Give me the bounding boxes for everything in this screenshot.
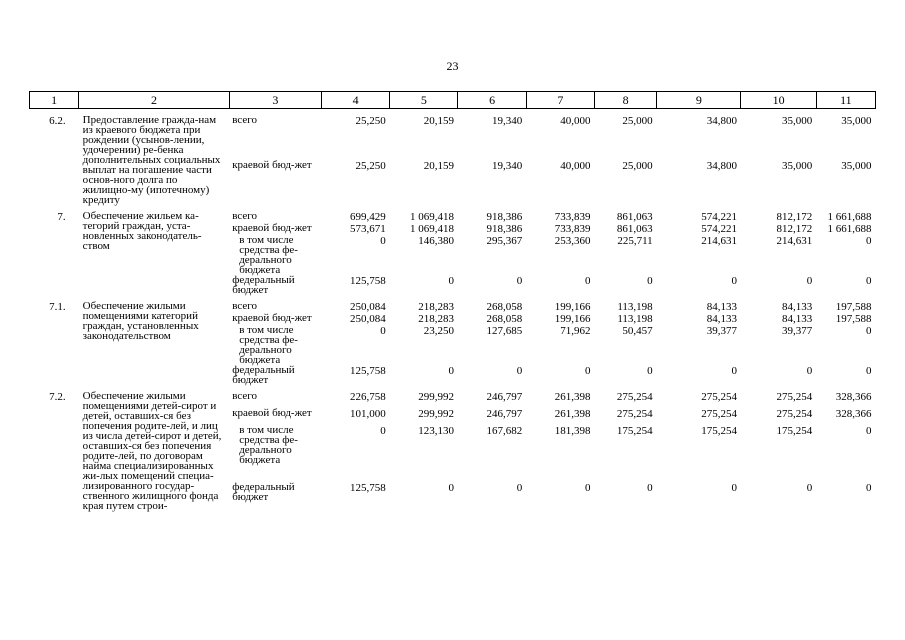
value-cell: 573,671 <box>350 223 386 235</box>
value-cell: 39,377 <box>781 325 813 337</box>
value-cell: 275,254 <box>616 391 653 403</box>
value-cell: 197,588 <box>835 313 872 325</box>
value-cell: 0 <box>731 365 737 377</box>
value-cell: 275,254 <box>776 408 813 421</box>
section-name: Обеспечение жилыми помещениями детей-сирот и детей, оставших-ся без попечения родите-лей, и лиц из числа детей-сирот и детей, оставших-ся без попечения родите-лей, по договорам найма специализированных жи-лых помещений специа-лизированного государ-ственного жилищного фонда края путем строи- <box>82 390 222 512</box>
value-cell: 40,000 <box>560 160 591 172</box>
funding-source: краевой бюд-жет <box>232 407 312 420</box>
value-cell: 1 661,688 <box>827 223 872 235</box>
value-cell: 733,839 <box>554 211 591 223</box>
value-cell: 197,588 <box>835 301 872 313</box>
value-cell: 84,133 <box>781 313 813 325</box>
value-cell: 125,758 <box>350 275 386 287</box>
value-cell: 34,800 <box>706 160 737 172</box>
value-cell: 250,084 <box>350 301 386 313</box>
value-cell: 0 <box>731 275 737 287</box>
value-cell: 175,254 <box>776 425 813 438</box>
value-cell: 275,254 <box>776 391 813 403</box>
section-name: Обеспечение жильем ка-тегорий граждан, уста-новленных законодатель-ством <box>82 210 202 252</box>
value-cell: 0 <box>866 482 872 495</box>
value-cell: 0 <box>647 365 653 377</box>
value-cell: 275,254 <box>701 391 737 403</box>
value-cell: 19,340 <box>491 160 523 172</box>
value-cell: 214,631 <box>701 235 737 247</box>
value-cell: 299,992 <box>418 408 454 421</box>
value-cell: 125,758 <box>350 482 386 495</box>
value-cell: 0 <box>866 275 872 287</box>
value-cell: 0 <box>806 365 813 377</box>
value-cell: 25,250 <box>355 160 386 172</box>
value-cell: 175,254 <box>616 425 653 438</box>
value-cell: 918,386 <box>486 223 523 235</box>
value-cell: 218,283 <box>418 301 454 313</box>
value-cell: 181,398 <box>554 425 591 438</box>
value-cell: 113,198 <box>617 301 653 313</box>
funding-source: всего <box>232 114 257 126</box>
value-cell: 574,221 <box>701 223 737 235</box>
column-header: 2 <box>79 92 230 109</box>
table-row <box>30 115 876 160</box>
column-header: 8 <box>594 92 656 109</box>
value-cell: 0 <box>380 325 386 337</box>
value-cell: 175,254 <box>701 425 737 438</box>
value-cell: 0 <box>516 275 523 287</box>
value-cell: 84,133 <box>706 301 737 313</box>
value-cell: 146,380 <box>418 235 454 247</box>
value-cell: 25,000 <box>622 115 653 127</box>
value-cell: 113,198 <box>617 313 653 325</box>
value-cell: 0 <box>647 482 653 495</box>
value-cell: 50,457 <box>622 325 653 337</box>
funding-source: в том числе средства фе-дерального бюджета <box>239 424 298 467</box>
column-header: 1 <box>30 92 79 109</box>
section-name: Предоставление гражда-нам из краевого бюджета при рождении (усынов-лении, удочерении) ре-бенка дополнительных социальных выплат на погашение части основ-ного долга по жилищно-му (ипотечному) кредиту <box>82 114 221 206</box>
value-cell: 812,172 <box>776 223 813 235</box>
table-row <box>30 301 876 313</box>
value-cell: 0 <box>380 235 386 247</box>
value-cell: 275,254 <box>616 408 653 421</box>
value-cell: 733,839 <box>554 223 591 235</box>
section-number: 7.1. <box>49 301 66 313</box>
value-cell: 34,800 <box>706 115 737 127</box>
value-cell: 40,000 <box>560 115 591 127</box>
value-cell: 35,000 <box>781 115 813 127</box>
funding-source: федеральный бюджет <box>232 481 295 504</box>
value-cell: 20,159 <box>423 160 454 172</box>
value-cell: 699,429 <box>350 211 386 223</box>
value-cell: 214,631 <box>776 235 813 247</box>
page-number: 23 <box>446 59 459 73</box>
value-cell: 25,000 <box>622 160 653 172</box>
column-header: 11 <box>816 92 875 109</box>
column-header: 4 <box>322 92 390 109</box>
value-cell: 199,166 <box>554 313 591 325</box>
value-cell: 268,058 <box>486 301 523 313</box>
table-body <box>30 109 876 512</box>
value-cell: 23,250 <box>423 325 454 337</box>
value-cell: 35,000 <box>841 115 872 127</box>
value-cell: 0 <box>584 365 591 377</box>
value-cell: 268,058 <box>486 313 523 325</box>
funding-source: краевой бюд-жет <box>232 222 312 234</box>
value-cell: 246,797 <box>486 391 523 403</box>
section-number: 7. <box>57 211 66 223</box>
value-cell: 574,221 <box>701 211 737 223</box>
value-cell: 261,398 <box>554 391 591 403</box>
value-cell: 127,685 <box>486 325 523 337</box>
funding-source: краевой бюд-жет <box>232 312 312 324</box>
column-header: 7 <box>526 92 594 109</box>
value-cell: 35,000 <box>781 160 813 172</box>
column-header: 3 <box>229 92 321 109</box>
funding-source: федеральный бюджет <box>232 274 295 296</box>
value-cell: 0 <box>647 275 653 287</box>
value-cell: 246,797 <box>486 408 523 421</box>
value-cell: 0 <box>448 365 454 377</box>
value-cell: 35,000 <box>841 160 872 172</box>
value-cell: 1 069,418 <box>409 211 454 223</box>
value-cell: 199,166 <box>554 301 591 313</box>
value-cell: 0 <box>584 482 591 495</box>
funding-source: федеральный бюджет <box>232 364 295 386</box>
value-cell: 1 069,418 <box>409 223 454 235</box>
value-cell: 812,172 <box>776 211 813 223</box>
value-cell: 218,283 <box>418 313 454 325</box>
value-cell: 226,758 <box>350 391 386 403</box>
value-cell: 299,992 <box>418 391 454 403</box>
value-cell: 861,063 <box>616 223 653 235</box>
value-cell: 101,000 <box>350 408 386 421</box>
value-cell: 0 <box>866 425 872 438</box>
value-cell: 0 <box>516 482 523 495</box>
value-cell: 84,133 <box>706 313 737 325</box>
value-cell: 84,133 <box>781 301 813 313</box>
value-cell: 39,377 <box>706 325 737 337</box>
value-cell: 918,386 <box>486 211 523 223</box>
value-cell: 1 661,688 <box>827 211 872 223</box>
value-cell: 0 <box>448 275 454 287</box>
table-header-row <box>30 92 876 109</box>
value-cell: 253,360 <box>554 235 591 247</box>
column-header: 10 <box>741 92 816 109</box>
table-row <box>30 391 876 408</box>
table-row <box>30 211 876 223</box>
section-number: 6.2. <box>49 115 66 127</box>
funding-source: в том числе средства фе-дерального бюджета <box>239 234 298 276</box>
value-cell: 328,366 <box>835 408 872 421</box>
funding-source: всего <box>232 210 257 222</box>
funding-source: всего <box>232 300 257 312</box>
section-number: 7.2. <box>49 391 66 403</box>
section-name: Обеспечение жилыми помещениями категорий граждан, установленных законодательством <box>82 300 199 342</box>
value-cell: 25,250 <box>355 115 386 127</box>
value-cell: 20,159 <box>423 115 454 127</box>
funding-source: в том числе средства фе-дерального бюджета <box>239 324 298 366</box>
value-cell: 125,758 <box>350 365 386 377</box>
value-cell: 225,711 <box>617 235 653 247</box>
value-cell: 0 <box>516 365 523 377</box>
column-header: 9 <box>657 92 741 109</box>
value-cell: 123,130 <box>418 425 454 438</box>
value-cell: 861,063 <box>616 211 653 223</box>
funding-source: краевой бюд-жет <box>232 159 312 171</box>
value-cell: 19,340 <box>491 115 523 127</box>
funding-source: всего <box>232 390 257 402</box>
value-cell: 250,084 <box>350 313 386 325</box>
value-cell: 261,398 <box>554 408 591 421</box>
value-cell: 275,254 <box>701 408 737 421</box>
value-cell: 71,962 <box>560 325 591 337</box>
value-cell: 0 <box>806 482 813 495</box>
value-cell: 0 <box>866 235 872 247</box>
column-header: 6 <box>458 92 526 109</box>
value-cell: 0 <box>866 365 872 377</box>
value-cell: 0 <box>806 275 813 287</box>
value-cell: 0 <box>448 482 454 495</box>
value-cell: 0 <box>584 275 591 287</box>
column-header: 5 <box>390 92 458 109</box>
value-cell: 0 <box>866 325 872 337</box>
value-cell: 0 <box>380 425 386 438</box>
value-cell: 295,367 <box>486 235 523 247</box>
budget-table <box>29 91 876 511</box>
value-cell: 328,366 <box>835 391 872 403</box>
value-cell: 0 <box>731 482 737 495</box>
value-cell: 167,682 <box>486 425 523 438</box>
